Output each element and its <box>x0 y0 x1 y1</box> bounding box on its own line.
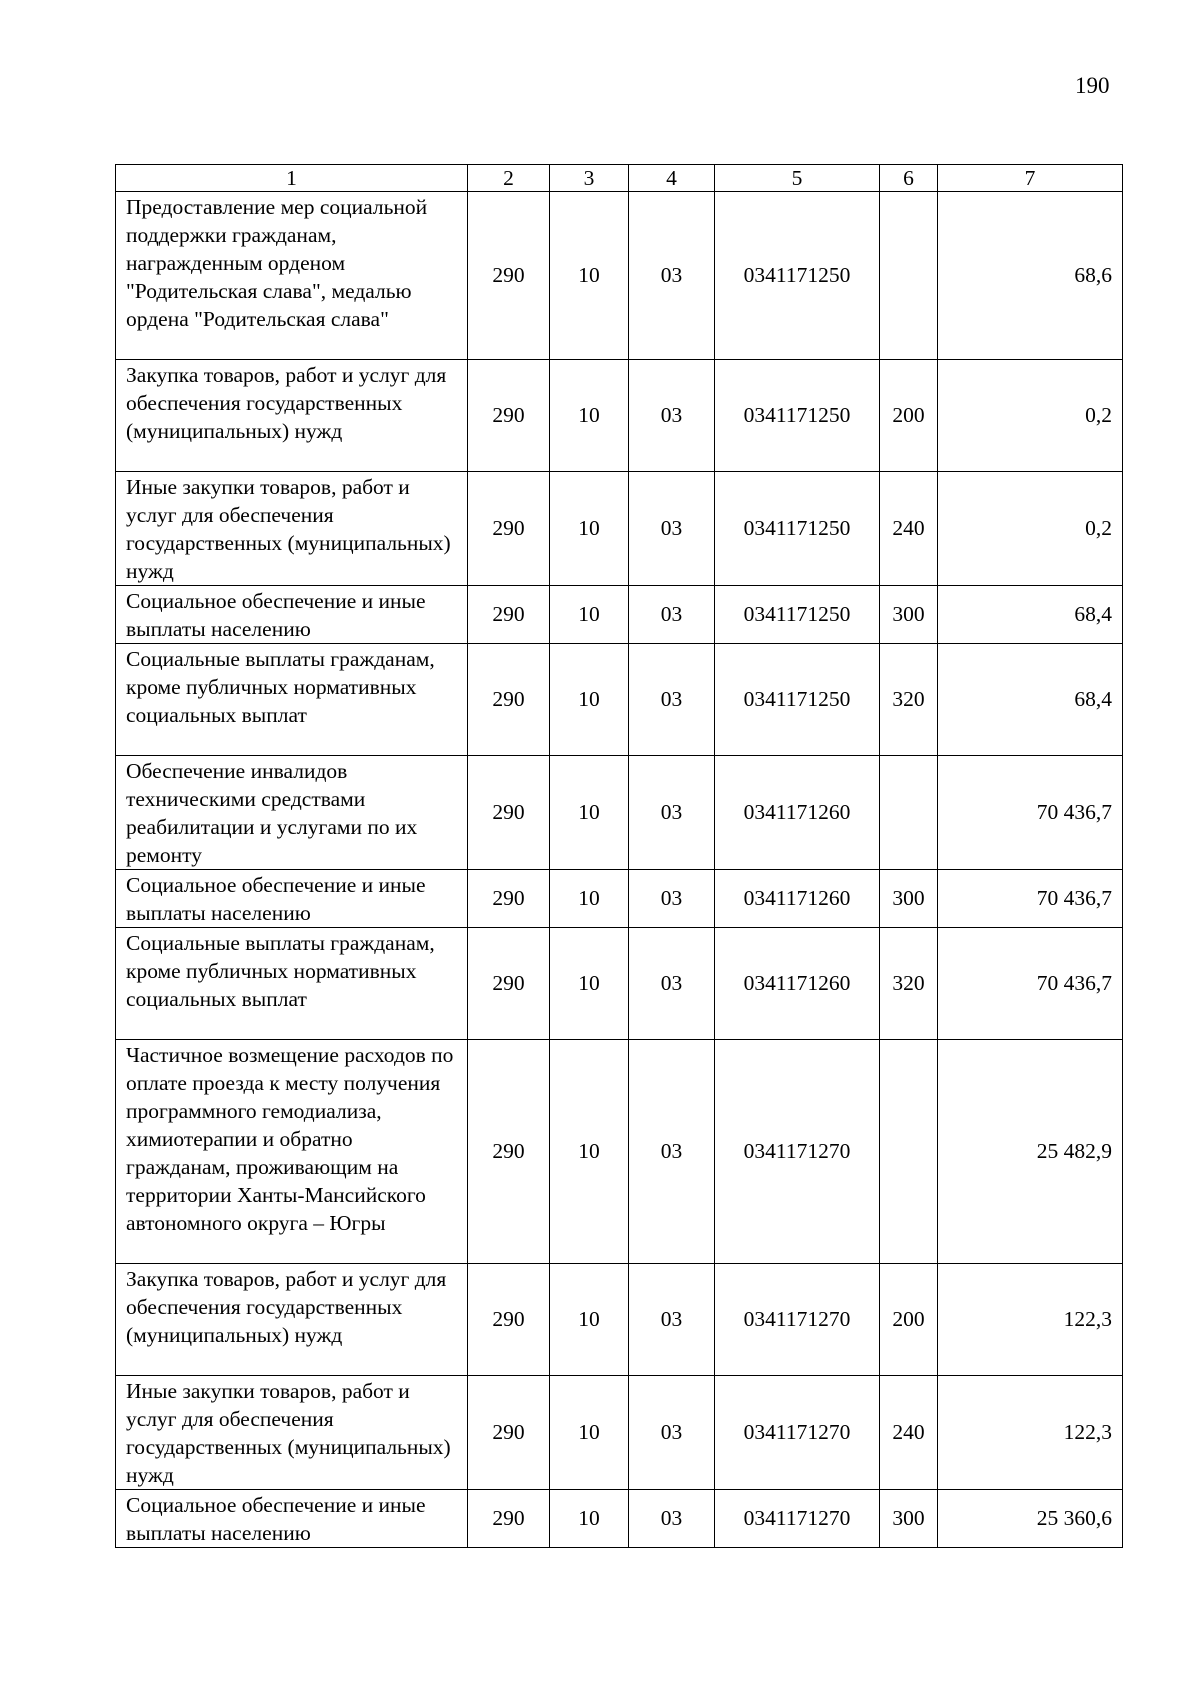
ministry-code-cell: 290 <box>468 644 550 756</box>
expense-name-cell: Социальное обеспечение и иные выплаты населению <box>116 1490 468 1548</box>
section-code-cell: 10 <box>550 928 629 1040</box>
subsection-code-cell: 03 <box>629 928 715 1040</box>
column-header: 7 <box>938 165 1123 192</box>
subsection-code-cell: 03 <box>629 472 715 586</box>
expense-name-cell: Социальные выплаты гражданам, кроме публичных нормативных социальных выплат <box>116 928 468 1040</box>
ministry-code-cell: 290 <box>468 870 550 928</box>
amount-cell: 68,4 <box>938 586 1123 644</box>
ministry-code-cell: 290 <box>468 586 550 644</box>
expense-name-cell: Предоставление мер социальной поддержки гражданам, награжденным орденом "Родительская слава", медалью ордена "Родительская слава" <box>116 192 468 360</box>
column-header: 5 <box>715 165 880 192</box>
amount-cell: 25 360,6 <box>938 1490 1123 1548</box>
subsection-code-cell: 03 <box>629 1040 715 1264</box>
expense-name-cell: Социальное обеспечение и иные выплаты населению <box>116 870 468 928</box>
ministry-code-cell: 290 <box>468 1264 550 1376</box>
subsection-code-cell: 03 <box>629 192 715 360</box>
target-article-cell: 0341171260 <box>715 870 880 928</box>
table-row <box>116 1490 1123 1548</box>
expense-type-cell: 200 <box>880 1264 938 1376</box>
section-code-cell: 10 <box>550 586 629 644</box>
ministry-code-cell: 290 <box>468 360 550 472</box>
target-article-cell: 0341171250 <box>715 360 880 472</box>
amount-cell: 70 436,7 <box>938 928 1123 1040</box>
amount-cell: 68,6 <box>938 192 1123 360</box>
section-code-cell: 10 <box>550 644 629 756</box>
target-article-cell: 0341171260 <box>715 928 880 1040</box>
column-header: 6 <box>880 165 938 192</box>
subsection-code-cell: 03 <box>629 756 715 870</box>
target-article-cell: 0341171250 <box>715 472 880 586</box>
expense-type-cell: 300 <box>880 1490 938 1548</box>
section-code-cell: 10 <box>550 1490 629 1548</box>
ministry-code-cell: 290 <box>468 928 550 1040</box>
subsection-code-cell: 03 <box>629 586 715 644</box>
expense-type-cell: 320 <box>880 644 938 756</box>
expense-type-cell <box>880 192 938 360</box>
ministry-code-cell: 290 <box>468 472 550 586</box>
ministry-code-cell: 290 <box>468 1376 550 1490</box>
expense-name-cell: Обеспечение инвалидов техническими средствами реабилитации и услугами по их ремонту <box>116 756 468 870</box>
table-row <box>116 1264 1123 1376</box>
expense-type-cell <box>880 756 938 870</box>
amount-cell: 122,3 <box>938 1376 1123 1490</box>
target-article-cell: 0341171250 <box>715 192 880 360</box>
expense-type-cell: 200 <box>880 360 938 472</box>
amount-cell: 0,2 <box>938 472 1123 586</box>
expense-type-cell <box>880 1040 938 1264</box>
section-code-cell: 10 <box>550 1376 629 1490</box>
section-code-cell: 10 <box>550 360 629 472</box>
target-article-cell: 0341171250 <box>715 644 880 756</box>
column-header: 2 <box>468 165 550 192</box>
amount-cell: 68,4 <box>938 644 1123 756</box>
target-article-cell: 0341171260 <box>715 756 880 870</box>
section-code-cell: 10 <box>550 756 629 870</box>
target-article-cell: 0341171270 <box>715 1040 880 1264</box>
section-code-cell: 10 <box>550 472 629 586</box>
table-row <box>116 928 1123 1040</box>
table-row <box>116 586 1123 644</box>
expense-name-cell: Социальное обеспечение и иные выплаты населению <box>116 586 468 644</box>
ministry-code-cell: 290 <box>468 192 550 360</box>
expense-type-cell: 300 <box>880 586 938 644</box>
table-row <box>116 360 1123 472</box>
ministry-code-cell: 290 <box>468 756 550 870</box>
column-header: 4 <box>629 165 715 192</box>
table-header-row <box>116 165 1123 192</box>
section-code-cell: 10 <box>550 870 629 928</box>
table-row <box>116 472 1123 586</box>
ministry-code-cell: 290 <box>468 1040 550 1264</box>
subsection-code-cell: 03 <box>629 1490 715 1548</box>
expense-name-cell: Социальные выплаты гражданам, кроме публичных нормативных социальных выплат <box>116 644 468 756</box>
ministry-code-cell: 290 <box>468 1490 550 1548</box>
table-row <box>116 644 1123 756</box>
section-code-cell: 10 <box>550 1040 629 1264</box>
table-row <box>116 870 1123 928</box>
target-article-cell: 0341171270 <box>715 1264 880 1376</box>
expense-type-cell: 240 <box>880 1376 938 1490</box>
subsection-code-cell: 03 <box>629 1264 715 1376</box>
column-header: 1 <box>116 165 468 192</box>
target-article-cell: 0341171250 <box>715 586 880 644</box>
expense-name-cell: Закупка товаров, работ и услуг для обеспечения государственных (муниципальных) нужд <box>116 1264 468 1376</box>
table-row <box>116 192 1123 360</box>
expense-type-cell: 300 <box>880 870 938 928</box>
target-article-cell: 0341171270 <box>715 1490 880 1548</box>
expense-name-cell: Частичное возмещение расходов по оплате проезда к месту получения программного гемодиализа, химиотерапии и обратно гражданам, проживающим на территории Ханты-Мансийского автономного округа – Югры <box>116 1040 468 1264</box>
amount-cell: 122,3 <box>938 1264 1123 1376</box>
subsection-code-cell: 03 <box>629 1376 715 1490</box>
expense-name-cell: Иные закупки товаров, работ и услуг для обеспечения государственных (муниципальных) нужд <box>116 1376 468 1490</box>
section-code-cell: 10 <box>550 1264 629 1376</box>
expense-name-cell: Иные закупки товаров, работ и услуг для обеспечения государственных (муниципальных) нужд <box>116 472 468 586</box>
amount-cell: 25 482,9 <box>938 1040 1123 1264</box>
subsection-code-cell: 03 <box>629 870 715 928</box>
subsection-code-cell: 03 <box>629 360 715 472</box>
table-row <box>116 756 1123 870</box>
target-article-cell: 0341171270 <box>715 1376 880 1490</box>
section-code-cell: 10 <box>550 192 629 360</box>
expense-type-cell: 320 <box>880 928 938 1040</box>
column-header: 3 <box>550 165 629 192</box>
amount-cell: 70 436,7 <box>938 756 1123 870</box>
subsection-code-cell: 03 <box>629 644 715 756</box>
page-number: 190 <box>1075 73 1110 98</box>
amount-cell: 0,2 <box>938 360 1123 472</box>
table-row <box>116 1376 1123 1490</box>
budget-table <box>115 164 1123 1548</box>
table-row <box>116 1040 1123 1264</box>
amount-cell: 70 436,7 <box>938 870 1123 928</box>
expense-name-cell: Закупка товаров, работ и услуг для обеспечения государственных (муниципальных) нужд <box>116 360 468 472</box>
expense-type-cell: 240 <box>880 472 938 586</box>
